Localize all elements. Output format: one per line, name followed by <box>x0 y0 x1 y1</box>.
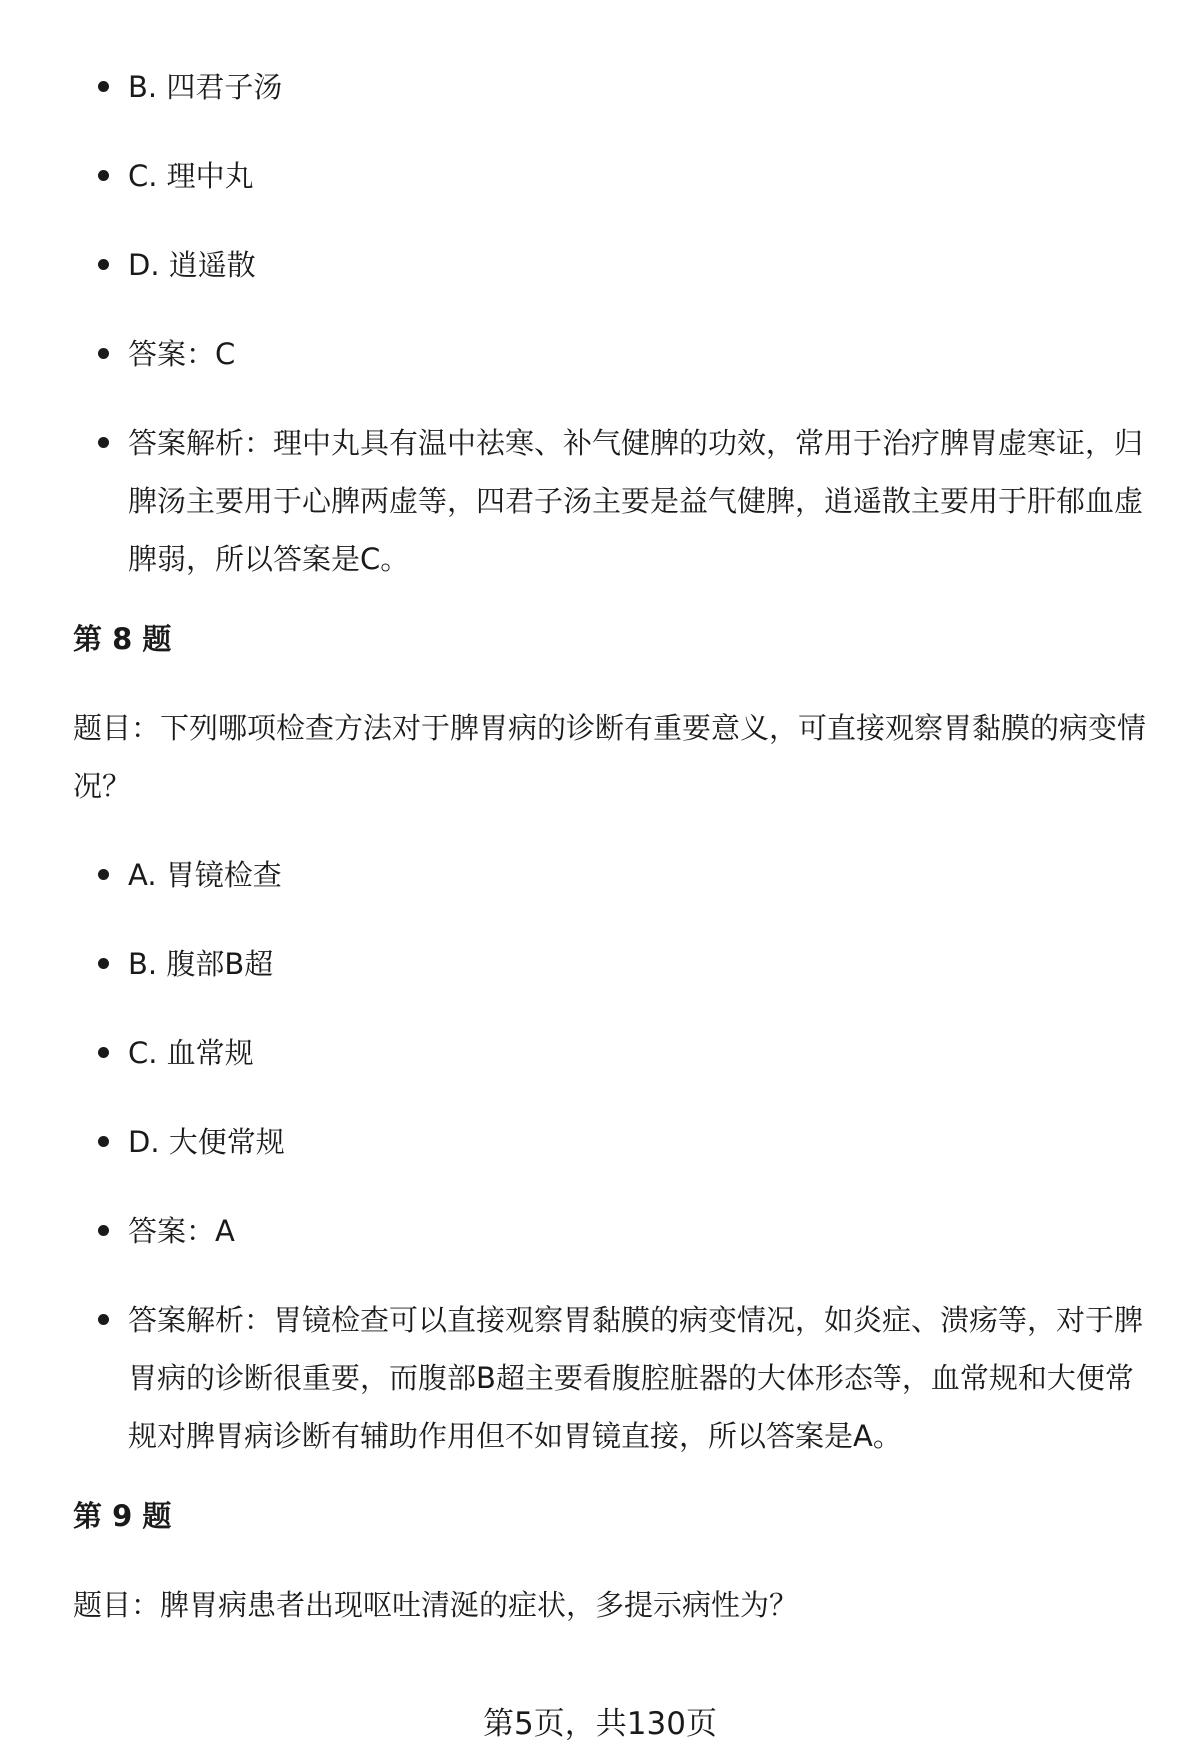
option-text: C. 血常规 <box>128 1036 254 1070</box>
answer <box>73 325 1153 383</box>
option-text: A. 胃镜检查 <box>128 858 282 892</box>
answer-text: 答案：A <box>128 1214 235 1248</box>
page-indicator: 第5页，共130页 <box>483 1706 717 1742</box>
option-d <box>73 1113 1153 1171</box>
explanation-text: 答案解析：胃镜检查可以直接观察胃黏膜的病变情况，如炎症、溃疡等，对于脾胃病的诊断很重要，而腹部B超主要看腹腔脏器的大体形态等，血常规和大便常规对脾胃病诊断有辅助作用但不如胃镜直接，所以答案是A。 <box>128 1303 1144 1453</box>
question-text-9: 题目：脾胃病患者出现呕吐清涎的症状，多提示病性为？ <box>73 1588 799 1622</box>
bullet-icon <box>98 1314 109 1325</box>
option-b <box>73 58 1153 116</box>
page-content <box>73 58 1153 1665</box>
option-text: D. 逍遥散 <box>128 248 256 282</box>
bullet-icon <box>98 259 109 270</box>
answer <box>73 1202 1153 1260</box>
question-heading-8: 第 8 题 <box>73 622 172 656</box>
option-c <box>73 147 1153 205</box>
bullet-icon <box>98 1225 109 1236</box>
option-d <box>73 236 1153 294</box>
bullet-icon <box>98 1136 109 1147</box>
question-text-8: 题目：下列哪项检查方法对于脾胃病的诊断有重要意义，可直接观察胃黏膜的病变情况？ <box>73 711 1147 803</box>
option-a <box>73 846 1153 904</box>
option-text: B. 腹部B超 <box>128 947 274 981</box>
bullet-icon <box>98 958 109 969</box>
bullet-icon <box>98 81 109 92</box>
answer-text: 答案：C <box>128 337 236 371</box>
option-b <box>73 935 1153 993</box>
answer-explanation <box>73 414 1153 588</box>
explanation-text: 答案解析：理中丸具有温中祛寒、补气健脾的功效，常用于治疗脾胃虚寒证，归脾汤主要用于心脾两虚等，四君子汤主要是益气健脾，逍遥散主要用于肝郁血虚脾弱，所以答案是C。 <box>128 426 1144 576</box>
bullet-icon <box>98 170 109 181</box>
option-text: C. 理中丸 <box>128 159 254 193</box>
bullet-icon <box>98 869 109 880</box>
answer-explanation <box>73 1291 1153 1465</box>
question-heading-9: 第 9 题 <box>73 1499 172 1533</box>
bullet-icon <box>98 1047 109 1058</box>
option-c <box>73 1024 1153 1082</box>
question-8-options <box>73 846 1153 1465</box>
prev-question-options <box>73 58 1153 588</box>
option-text: D. 大便常规 <box>128 1125 285 1159</box>
bullet-icon <box>98 348 109 359</box>
bullet-icon <box>98 437 109 448</box>
option-text: B. 四君子汤 <box>128 70 283 104</box>
